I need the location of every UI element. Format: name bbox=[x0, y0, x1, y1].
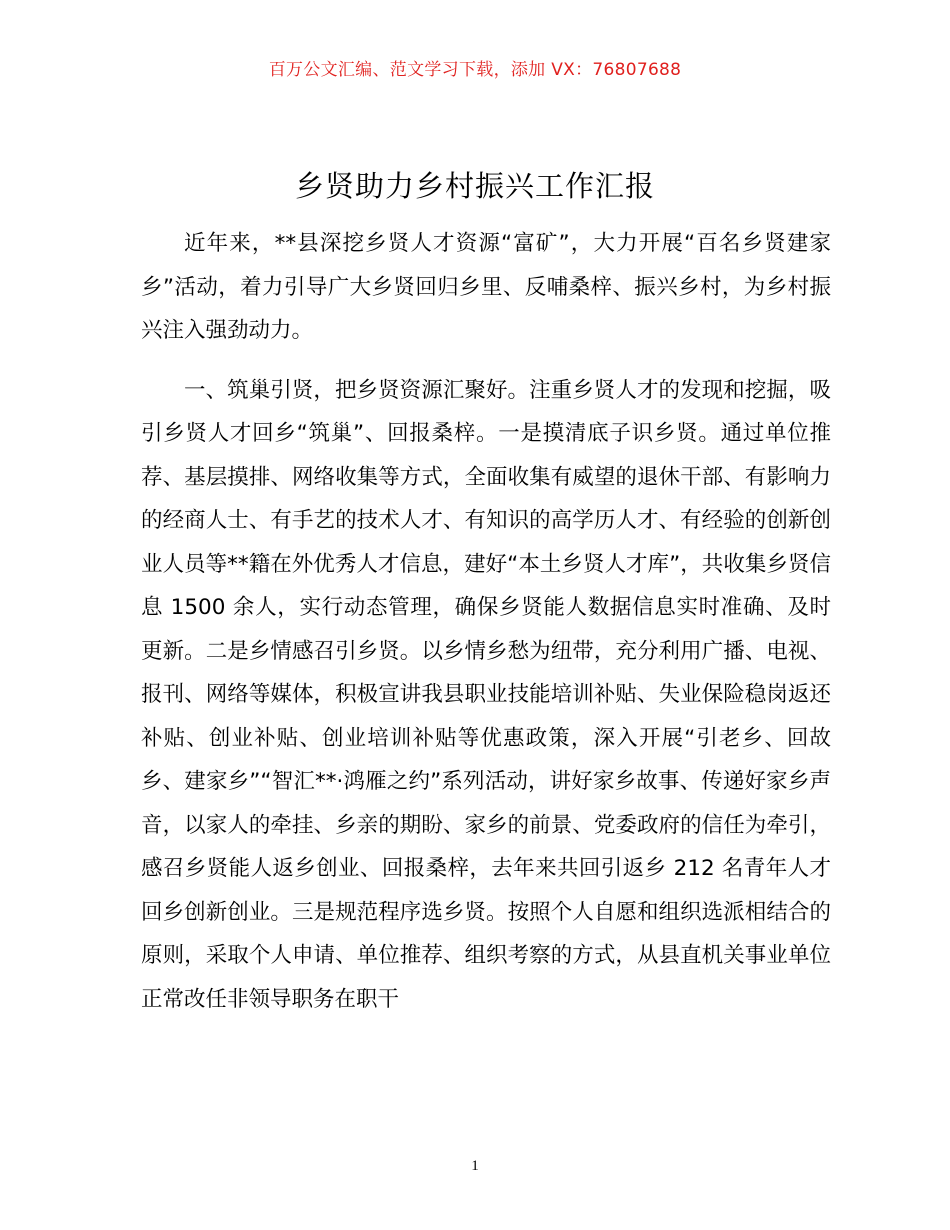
document-title: 乡贤助力乡村振兴工作汇报 bbox=[294, 169, 655, 203]
paragraph-section-one: 一、筑巢引贤，把乡贤资源汇聚好。注重乡贤人才的发现和挖掘，吸引乡贤人才回乡“筑巢”、回报桑梓。一是摸清底子识乡贤。通过单位推荐、基层摸排、网络收集等方式，全面收集有威望的退休干部、有影响力的经商人士、有手艺的技术人才、有知识的高学历人才、有经验的创新创业人员等**籍在外优秀人才信息，建好“本土乡贤人才库”，共收集乡贤信息 1500 余人，实行动态管理，确保乡贤能人数据信息实时准确、及时更新。二是乡情感召引乡贤。以乡情乡愁为纽带，充分利用广播、电视、报刊、网络等媒体，积极宣讲我县职业技能培训补贴、失业保险稳岗返还补贴、创业补贴、创业培训补贴等优惠政策，深入开展“引老乡、回故乡、建家乡”“智汇**·鸿雁之约”系列活动，讲好家乡故事、传递好家乡声音，以家人的牵挂、乡亲的期盼、家乡的前景、党委政府的信任为牵引，感召乡贤能人返乡创业、回报桑梓，去年来共回引返乡 212 名青年人才回乡创新创业。三是规范程序选乡贤。按照个人自愿和组织选派相结合的原则，采取个人申请、单位推荐、组织考察的方式，从县直机关事业单位正常改任非领导职务在职干 bbox=[141, 377, 831, 1012]
paragraph-intro: 近年来，**县深挖乡贤人才资源“富矿”，大力开展“百名乡贤建家乡”活动，着力引导广大乡贤回归乡里、反哺桑梓、振兴乡村，为乡村振兴注入强劲动力。 bbox=[141, 231, 831, 343]
page-number: 1 bbox=[471, 1158, 479, 1174]
document-body bbox=[141, 222, 831, 1021]
header-promo-text: 百万公文汇编、范文学习下载，添加 VX：76807688 bbox=[268, 60, 682, 80]
